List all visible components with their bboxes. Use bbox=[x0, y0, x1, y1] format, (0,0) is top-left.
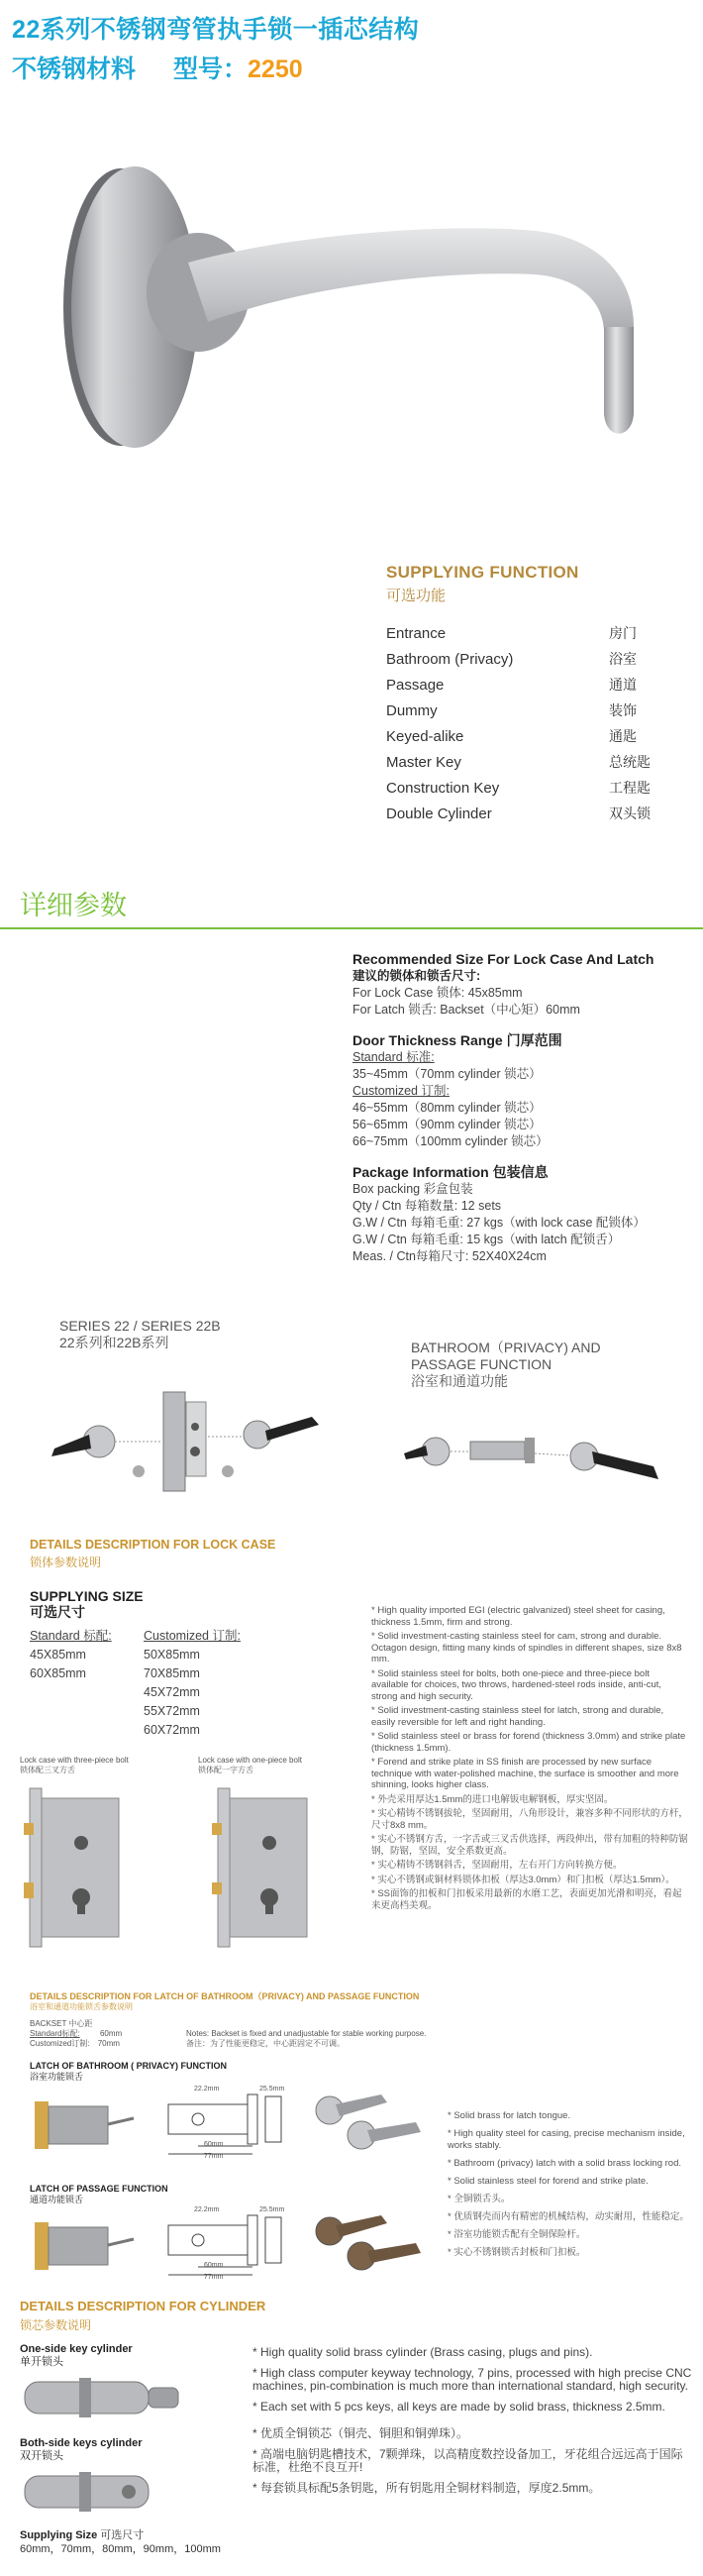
package-line: Box packing 彩盒包装 bbox=[352, 1182, 473, 1196]
size-value: 45X85mm bbox=[30, 1648, 86, 1662]
backset-customized-label: Customized订制: bbox=[30, 2039, 90, 2048]
function-row bbox=[386, 775, 683, 801]
three-bolt-caption bbox=[20, 1756, 158, 1775]
dim-label: 22.2mm bbox=[194, 2086, 220, 2093]
backset-label: BACKSET 中心距 bbox=[30, 2019, 93, 2028]
size-value: 55X72mm bbox=[144, 1704, 200, 1718]
function-row bbox=[386, 672, 683, 698]
bullet: * 每套锁具标配5条钥匙，所有钥匙用全铜材料制造，厚度2.5mm。 bbox=[252, 2480, 601, 2495]
function-name: Bathroom (Privacy) bbox=[386, 650, 514, 668]
size-label-cn: 可选尺寸 bbox=[100, 2529, 145, 2541]
bullet: * 实心不锈钢方舌，一字舌或三叉舌供选择，两段伸出，带有加粗的特种防锯钢，防锯，坚固，安全系数更高。 bbox=[371, 1834, 688, 1857]
bullet: * Solid investment-casting stainless steel for latch, strong and durable, easily reversible for left and right handing. bbox=[371, 1705, 664, 1728]
bullet: * SS面饰的扣板和门扣板采用最新的水磨工艺，表面更加光滑和明亮，看起来更高档美观。 bbox=[371, 1888, 682, 1911]
function-name: Double Cylinder bbox=[386, 805, 492, 822]
dim-label: 77mm bbox=[204, 2153, 224, 2160]
bullet: * 实心精铸不锈钢拔轮，坚固耐用，八角形设计，兼容多种不同形状的方杆，尺寸8x8 mm。 bbox=[371, 1808, 688, 1831]
function-row bbox=[386, 698, 683, 723]
latch-section-title: DETAILS DESCRIPTION FOR LATCH OF BATHROOM（PRIVACY) AND PASSAGE FUNCTION bbox=[30, 1991, 420, 2001]
cylinder-bullets bbox=[252, 2346, 693, 2502]
lock-case-one-bolt-image bbox=[208, 1783, 317, 1952]
customized-value: 46~55mm（80mm cylinder 锁芯） bbox=[352, 1101, 542, 1115]
series-left-en: SERIES 22 / SERIES 22B bbox=[59, 1318, 221, 1334]
size-value: 60X72mm bbox=[144, 1723, 200, 1737]
customized-size-column bbox=[144, 1627, 241, 1740]
cylinder-section-title: DETAILS DESCRIPTION FOR CYLINDER bbox=[20, 2299, 266, 2313]
function-row bbox=[386, 723, 683, 749]
supplying-size-label: SUPPLYING SIZE bbox=[30, 1588, 144, 1604]
dim-label: 22.2mm bbox=[194, 2206, 220, 2213]
bullet: * 实心不锈钢锁舌封板和门扣板。 bbox=[448, 2247, 586, 2258]
model-label: 型号： bbox=[173, 55, 249, 83]
material-label: 不锈钢材料 bbox=[12, 55, 137, 83]
model-number: 2250 bbox=[248, 55, 303, 83]
function-name: Entrance bbox=[386, 624, 447, 642]
dim-label: 77mm bbox=[204, 2274, 224, 2281]
bullet: * Solid stainless steel for forend and strike plate. bbox=[448, 2176, 649, 2187]
bullet: * High quality imported EGI (electric galvanized) steel sheet for casing, thickness 1.5mm, firm and strong. bbox=[371, 1605, 665, 1628]
bullet: * Bathroom (privacy) latch with a solid brass locking rod. bbox=[448, 2158, 682, 2169]
bullet: * 高端电脑钥匙槽技术，7颗弹珠，以高精度数控设备加工，牙花组合远远高于国际标准，杜绝不良互开! bbox=[252, 2446, 683, 2474]
series-right-en-2: PASSAGE FUNCTION bbox=[411, 1356, 552, 1372]
function-name: Keyed-alike bbox=[386, 727, 464, 745]
bullet: * High quality solid brass cylinder (Brass casing, plugs and pins). bbox=[252, 2345, 593, 2359]
spec-block bbox=[352, 951, 689, 1265]
series-22-exploded-diagram bbox=[30, 1387, 347, 1506]
notes-en: Notes: Backset is fixed and unadjustable for stable working purpose. bbox=[186, 2029, 427, 2038]
bathroom-latch-en: LATCH OF BATHROOM ( PRIVACY) FUNCTION bbox=[30, 2061, 227, 2071]
function-name-cn: 通匙 bbox=[609, 728, 637, 744]
passage-latch-label bbox=[30, 2184, 168, 2205]
bathroom-latch-image bbox=[30, 2087, 139, 2156]
passage-latch-image bbox=[30, 2207, 139, 2277]
passage-latch-dimension-drawing bbox=[158, 2205, 287, 2283]
recommended-title-cn: 建议的锁体和锁舌尺寸: bbox=[352, 969, 481, 983]
bathroom-latch-cn: 浴室功能锁舌 bbox=[30, 2072, 84, 2082]
function-name-cn: 工程匙 bbox=[609, 780, 651, 796]
standard-size-column bbox=[30, 1627, 112, 1683]
package-line: Qty / Ctn 每箱数量: 12 sets bbox=[352, 1199, 502, 1213]
bullet: * 优质全铜锁芯（铜壳、铜胆和铜弹珠）。 bbox=[252, 2426, 469, 2440]
latch-bullets bbox=[448, 2110, 695, 2265]
function-name: Dummy bbox=[386, 701, 438, 719]
function-name: Construction Key bbox=[386, 779, 500, 797]
page-title: 22系列不锈钢弯管执手锁一插芯结构 bbox=[12, 16, 420, 44]
both-side-cn: 双开锁头 bbox=[20, 2450, 63, 2462]
standard-label: Standard 标准: bbox=[352, 1050, 435, 1064]
function-name-cn: 总统匙 bbox=[609, 754, 651, 770]
supplying-function-title-cn: 可选功能 bbox=[386, 588, 447, 604]
bullet: * Each set with 5 pcs keys, all keys are made by solid brass, thickness 2.5mm. bbox=[252, 2399, 665, 2414]
dim-label: 60mm bbox=[204, 2141, 224, 2148]
function-name-cn: 双头锁 bbox=[609, 805, 651, 821]
customized-value: 66~75mm（100mm cylinder 锁芯） bbox=[352, 1134, 549, 1148]
bullet: * Solid investment-casting stainless steel for cam, strong and durable. Octagon design, fitting many kinds of spindles in different shapes, size 8x8 mm. bbox=[371, 1631, 682, 1664]
bathroom-lever-image bbox=[302, 2081, 436, 2165]
bullet: * Solid brass for latch tongue. bbox=[448, 2110, 571, 2121]
backset-info bbox=[30, 2019, 122, 2049]
function-name: Master Key bbox=[386, 753, 461, 771]
size-value: 70X85mm bbox=[144, 1666, 200, 1680]
size-value: 45X72mm bbox=[144, 1685, 200, 1699]
package-line: G.W / Ctn 每箱毛重: 27 kgs（with lock case 配锁体） bbox=[352, 1216, 646, 1230]
backset-standard-value: 60mm bbox=[99, 2029, 123, 2038]
cylinder-section-title-cn: 锁芯参数说明 bbox=[20, 2318, 92, 2332]
standard-value: 35~45mm（70mm cylinder 锁芯） bbox=[352, 1067, 542, 1081]
dim-label: 60mm bbox=[204, 2262, 224, 2269]
package-line: G.W / Ctn 每箱毛重: 15 kgs（with latch 配锁舌） bbox=[352, 1233, 621, 1246]
bullet: * 实心不锈钢或铜材料锁体扣板（厚达3.0mm）和门扣板（厚达1.5mm）。 bbox=[371, 1874, 675, 1885]
customized-value: 56~65mm（90mm cylinder 锁芯） bbox=[352, 1118, 542, 1131]
bathroom-passage-label bbox=[411, 1340, 601, 1390]
cylinder-size-block bbox=[20, 2528, 221, 2556]
package-title: Package Information 包装信息 bbox=[352, 1164, 549, 1180]
function-name-cn: 通道 bbox=[609, 677, 637, 693]
passage-lever-image bbox=[302, 2201, 436, 2286]
passage-latch-cn: 通道功能锁舌 bbox=[30, 2195, 84, 2204]
backset-notes bbox=[186, 2029, 426, 2049]
supplying-size-label-cn: 可选尺寸 bbox=[30, 1604, 85, 1620]
details-title: 详细参数 bbox=[20, 891, 127, 920]
bullet: * Solid stainless steel or brass for forend (thickness 3.0mm) and strike plate (thickness 1.5mm). bbox=[371, 1731, 686, 1754]
supplying-function-title: SUPPLYING FUNCTION bbox=[386, 563, 579, 582]
bathroom-latch-dimension-drawing bbox=[158, 2085, 287, 2162]
function-row bbox=[386, 801, 683, 826]
bullet: * Forend and strike plate in SS finish are processed by new surface technique with water-polished machine, the surface is smoother and more shinning, looks higher class. bbox=[371, 1757, 679, 1790]
caption-en: Lock case with one-piece bolt bbox=[198, 1756, 302, 1765]
customized-label: Customized 订制: bbox=[352, 1084, 450, 1098]
bullet: * 实心精铸不锈钢斜舌，坚固耐用，左右开门方向转换方便。 bbox=[371, 1860, 623, 1871]
function-name: Passage bbox=[386, 676, 445, 694]
latch-section-title-cn: 浴室和通道功能锁舌参数说明 bbox=[30, 2002, 133, 2011]
lock-case-three-bolt-image bbox=[20, 1783, 129, 1952]
both-side-en: Both-side keys cylinder bbox=[20, 2437, 143, 2449]
one-side-cylinder-label bbox=[20, 2343, 133, 2369]
series-right-cn: 浴室和通道功能 bbox=[411, 1373, 508, 1389]
material-line bbox=[12, 50, 303, 85]
recommended-title: Recommended Size For Lock Case And Latch bbox=[352, 951, 654, 967]
dim-label: 25.5mm bbox=[259, 2086, 285, 2093]
caption-en: Lock case with three-piece bolt bbox=[20, 1756, 129, 1765]
customized-label: Customized 订制: bbox=[144, 1629, 241, 1643]
bathroom-passage-exploded-diagram bbox=[396, 1412, 683, 1511]
both-side-cylinder-image bbox=[20, 2464, 188, 2519]
standard-label: Standard 标配: bbox=[30, 1629, 112, 1643]
series-left-cn: 22系列和22B系列 bbox=[59, 1335, 169, 1350]
function-list bbox=[386, 620, 683, 826]
function-row bbox=[386, 620, 683, 646]
bullet: * 浴室功能锁舌配有全铜保险杆。 bbox=[448, 2229, 586, 2240]
lock-case-section-title-cn: 锁体参数说明 bbox=[30, 1556, 102, 1569]
bullet: * 外壳采用厚达1.5mm的进口电解钣电解钢板，厚实坚固。 bbox=[371, 1793, 614, 1805]
lock-case-bullets bbox=[371, 1605, 688, 1914]
one-side-cylinder-image bbox=[20, 2370, 188, 2424]
bullet: * High class computer keyway technology, 7 pins, processed with high precise CNC machines, pin-combination is much more than international standard, high security. bbox=[252, 2365, 692, 2393]
bathroom-latch-label bbox=[30, 2061, 227, 2083]
backset-standard-label: Standard标配: bbox=[30, 2029, 80, 2038]
backset-customized-value: 70mm bbox=[97, 2039, 120, 2048]
notes-cn: 备注：为了性能更稳定，中心距固定不可调。 bbox=[186, 2039, 345, 2048]
function-row bbox=[386, 646, 683, 672]
size-value: 60X85mm bbox=[30, 1666, 86, 1680]
both-side-cylinder-label bbox=[20, 2437, 143, 2463]
function-name-cn: 房门 bbox=[609, 625, 637, 641]
lock-case-size: For Lock Case 锁体: 45x85mm bbox=[352, 986, 523, 1000]
passage-latch-en: LATCH OF PASSAGE FUNCTION bbox=[30, 2184, 168, 2194]
function-name-cn: 装饰 bbox=[609, 702, 637, 718]
caption-cn: 锁体配一字方舌 bbox=[198, 1766, 253, 1774]
series-right-en-1: BATHROOM（PRIVACY) AND bbox=[411, 1340, 601, 1355]
supplying-size-heading bbox=[30, 1588, 144, 1620]
bullet: * Solid stainless steel for bolts, both one-piece and three-piece bolt available for choices, two throws, hardened-steel rods inside, anti-cut, strong and high security. bbox=[371, 1667, 662, 1702]
one-side-cn: 单开锁头 bbox=[20, 2356, 63, 2368]
lock-case-section-title: DETAILS DESCRIPTION FOR LOCK CASE bbox=[30, 1538, 276, 1552]
series-22-label bbox=[59, 1318, 221, 1351]
details-divider bbox=[0, 927, 703, 929]
bullet: * 全铜锁舌头。 bbox=[448, 2194, 511, 2204]
door-thickness-title: Door Thickness Range 门厚范围 bbox=[352, 1032, 562, 1048]
caption-cn: 锁体配三叉方舌 bbox=[20, 1766, 75, 1774]
one-bolt-caption bbox=[198, 1756, 337, 1775]
package-line: Meas. / Ctn每箱尺寸: 52X40X24cm bbox=[352, 1249, 547, 1263]
function-name-cn: 浴室 bbox=[609, 651, 637, 667]
dim-label: 25.5mm bbox=[259, 2206, 285, 2213]
one-side-en: One-side key cylinder bbox=[20, 2343, 133, 2355]
function-row bbox=[386, 749, 683, 775]
latch-size: For Latch 锁舌: Backset（中心矩）60mm bbox=[352, 1003, 580, 1017]
size-value: 50X85mm bbox=[144, 1648, 200, 1662]
bullet: * 优质钢壳而内有精密的机械结构，动实耐用，性能稳定。 bbox=[448, 2211, 689, 2222]
bullet: * High quality steel for casing, precise mechanism inside, works stably. bbox=[448, 2128, 685, 2151]
size-values: 60mm，70mm，80mm，90mm，100mm bbox=[20, 2543, 221, 2555]
lever-handle-image bbox=[40, 114, 673, 510]
size-label: Supplying Size bbox=[20, 2529, 98, 2541]
